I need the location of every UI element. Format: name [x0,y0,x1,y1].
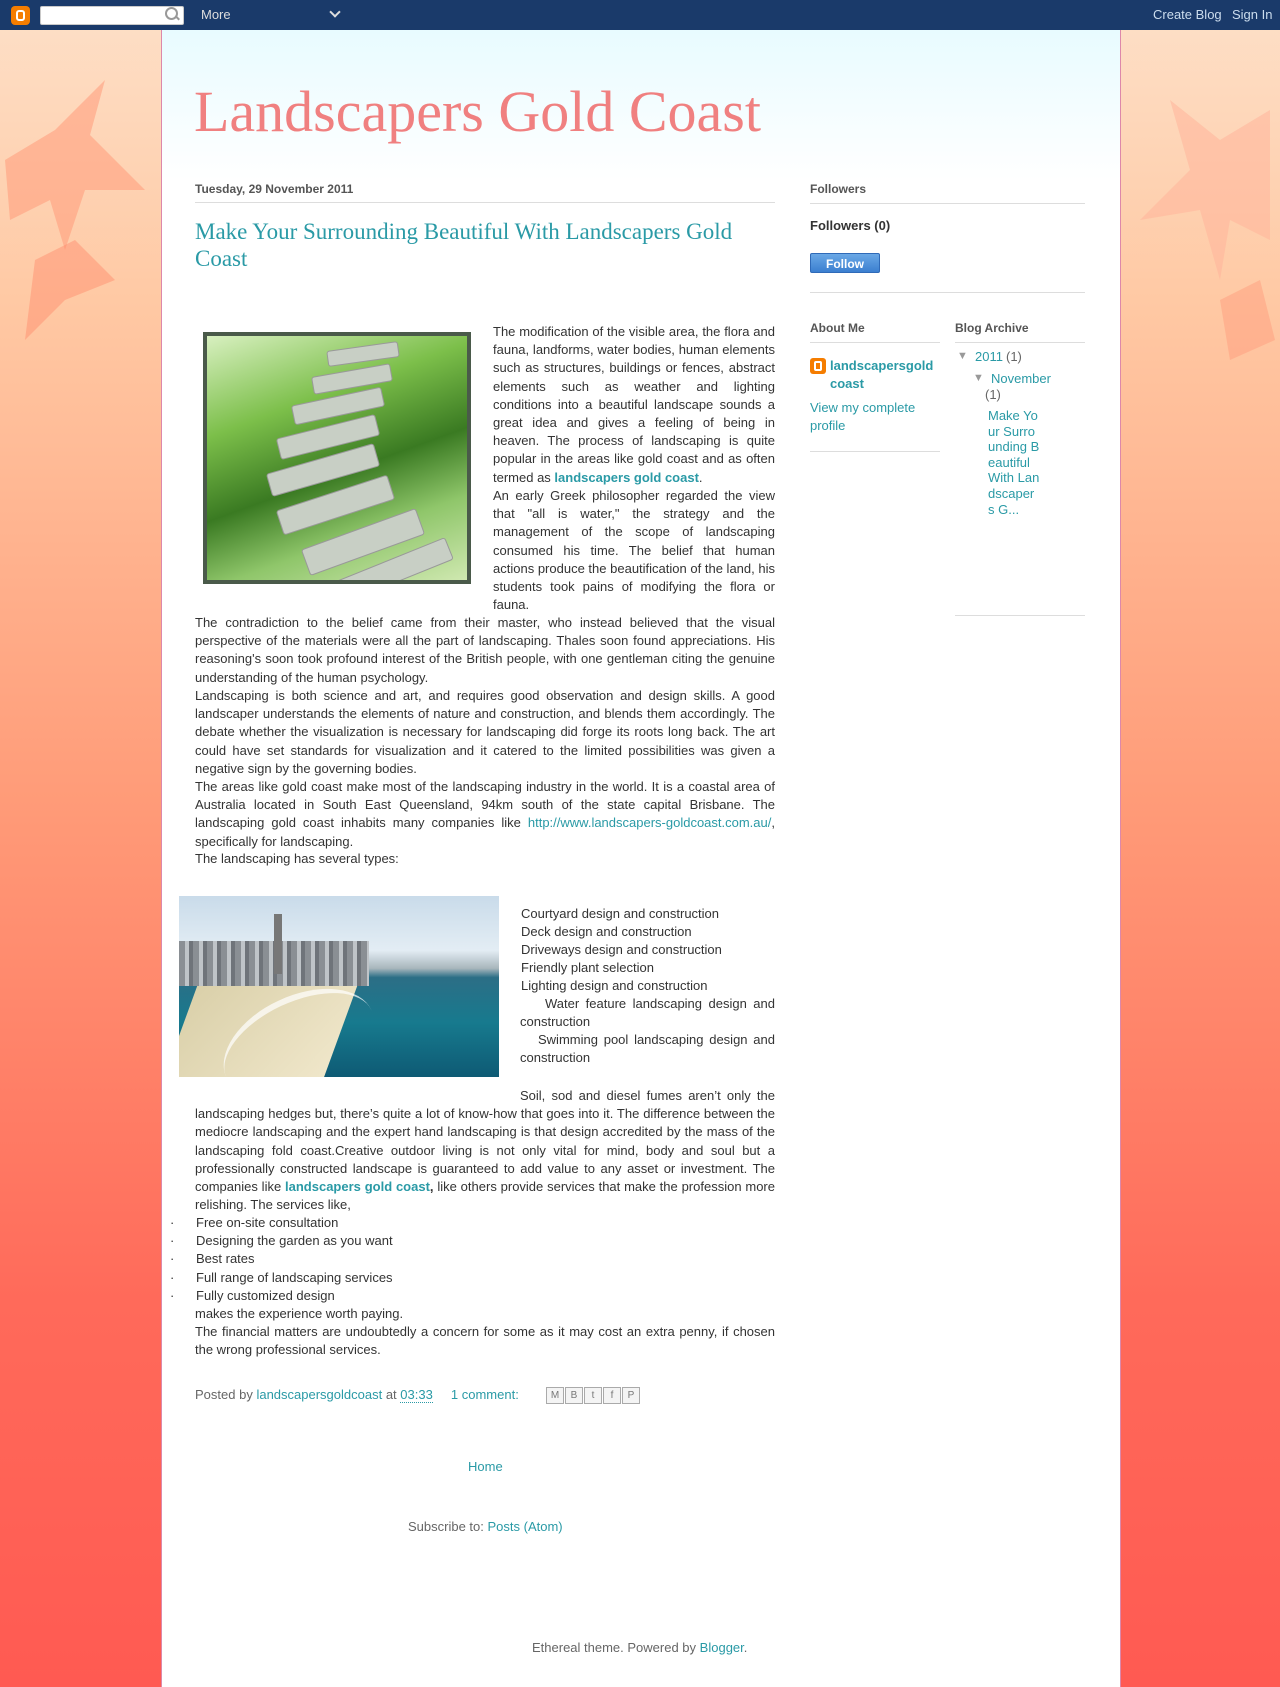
archive-year-toggle-icon[interactable]: ▼ [957,350,968,362]
archive-month-count: (1) [985,387,1001,402]
type-item: Friendly plant selection [521,960,654,975]
post-paragraph-3: The contradiction to the belief came from their master, who instead believed that the visual perspective of the materials were all the part of landscaping. Thales soon found appreciations. His reasoning's soon took profound interest of the British people, with one gentleman citing the genuine understanding of the human psychology. [195,615,775,685]
type-item: Lighting design and construction [521,978,708,993]
post-time-link[interactable]: 03:33 [400,1387,433,1402]
post-paragraph-6-end: like others provide services that make the profession more relishing. The services like, [195,1179,775,1213]
at-label: at [385,1387,397,1402]
type-item: Swimming pool landscaping design and construction [520,1032,775,1066]
pinterest-icon[interactable]: P [622,1387,640,1404]
type-item: Courtyard design and construction [521,906,720,921]
archive-month-link[interactable]: November [991,371,1051,386]
post-paragraph-5-end: , specifically for landscaping. [195,815,775,849]
post-title[interactable]: Make Your Surrounding Beautiful With Landscapers Gold Coast [195,219,733,271]
blogger-navbar [0,0,1280,30]
service-item: Fully customized design [196,1288,335,1303]
view-profile-link[interactable]: View my complete profile [810,400,916,433]
service-bullet: · [170,1288,175,1303]
post-paragraph-1 [493,323,775,487]
service-bullet: · [170,1270,175,1285]
service-bullet: · [170,1233,175,1248]
subscribe-line [408,1519,563,1534]
post-paragraph-1-end: . [698,469,703,485]
attribution-text: Ethereal theme. Powered by [532,1640,697,1655]
sign-in-link[interactable]: Sign In [1232,7,1273,22]
about-me-heading: About Me [810,321,940,343]
post-paragraph-1-text: The modification of the visible area, the flora and fauna, landforms, water bodies, human elements such as structures, buildings or fences, abstract elements such as weather and lighting conditions into a beautiful landscape sounds a great idea and gives a feeling of being in heaven. The process of landscaping is quite popular in the areas like gold coast and as often termed as [493,324,775,485]
blogthis-icon[interactable]: B [565,1387,583,1404]
landscapers-gold-coast-link-2[interactable]: landscapers gold coast [285,1179,430,1195]
post-paragraph-2: An early Greek philosopher regarded the view that "all is water," the strategy and the management of the scope of landscaping consumed his time. The belief that human actions produce the beautification of the land, his students took pains of modifying the flora or fauna. [493,488,775,613]
hummingbird-right-decoration [1130,80,1280,400]
archive-divider [955,615,1085,616]
service-item: Full range of landscaping services [196,1270,393,1285]
followers-count: Followers (0) [810,218,891,233]
create-blog-link[interactable]: Create Blog [1153,7,1222,22]
blogger-link[interactable]: Blogger [699,1640,744,1655]
home-link[interactable]: Home [468,1459,503,1474]
post-paragraph-7: The financial matters are undoubtedly a concern for some as it may cost an extra penny, if chosen the wrong professional services. [195,1324,775,1358]
subscribe-label: Subscribe to: [408,1519,484,1534]
blog-title[interactable]: Landscapers Gold Coast [194,79,761,144]
search-input[interactable] [40,6,184,25]
author-link[interactable]: landscapersgoldcoast [256,1387,383,1402]
post-date-header: Tuesday, 29 November 2011 [195,182,775,203]
types-intro: The landscaping has several types: [195,851,399,866]
archive-year-link[interactable]: 2011 [975,349,1003,364]
archive-year-count: (1) [1006,349,1022,364]
email-icon[interactable]: M [546,1387,564,1404]
type-item: Driveways design and construction [521,942,722,957]
profile-name-link[interactable]: landscapersgoldcoast [830,358,934,391]
post-paragraph-5 [195,778,775,851]
attribution-end: . [743,1640,748,1655]
blogger-profile-icon [810,358,826,374]
follow-button[interactable]: Follow [810,253,880,273]
service-bullet: · [170,1251,175,1266]
followers-heading: Followers [810,182,1085,204]
post-paragraph-6-comma: , [429,1179,434,1195]
followers-divider [810,292,1085,293]
blogger-logo-icon[interactable] [11,6,30,25]
archive-month-toggle-icon[interactable]: ▼ [973,372,984,384]
attribution [532,1640,747,1655]
post-paragraph-6-text: Soil, sod and diesel fumes aren’t only the landscaping hedges but, there’s quite a lot of know-how that goes into it. The difference between the mediocre landscaping and the expert hand landscaping is that design accredited by the mass of the landscaping fold coast.Creative outdoor living is not only vital for mind, body and soul but a professionally constructed landscape is guaranteed to add value to any asset or investment. The companies like [195,1088,775,1195]
type-item: Deck design and construction [521,924,692,939]
stone-path-image[interactable] [203,332,471,584]
service-bullet: · [170,1215,175,1230]
search-icon[interactable] [165,7,178,20]
service-item: Best rates [196,1251,255,1266]
blog-archive-heading: Blog Archive [955,321,1085,343]
service-item: Designing the garden as you want [196,1233,393,1248]
twitter-icon[interactable]: t [584,1387,602,1404]
post-paragraph-4: Landscaping is both science and art, and requires good observation and design skills. A good landscaper understands the elements of nature and construction, and blends them accordingly. The debate whether the visualization is necessary for landscaping did forge its roots long back. The art could have set standards for visualization and it catered to the limited possibilities was given a negative sign by the governing bodies. [195,688,775,776]
posts-atom-link[interactable]: Posts (Atom) [487,1519,563,1534]
post-paragraph-5-text: The areas like gold coast make most of the landscaping industry in the world. It is a coastal area of Australia located in South East Queensland, 94km south of the state capital Brisbane. The landscaping gold coast inhabits many companies like [195,779,775,831]
about-divider [810,451,940,452]
facebook-icon[interactable]: f [603,1387,621,1404]
landscapers-gold-coast-link[interactable]: landscapers gold coast [554,469,699,485]
service-item: Free on-site consultation [196,1215,339,1230]
post-paragraph-6 [195,1087,775,1214]
after-services-text: makes the experience worth paying. [195,1306,404,1321]
type-item: Water feature landscaping design and construction [520,996,775,1030]
gold-coast-beach-image[interactable] [179,896,499,1077]
hummingbird-left-decoration [0,40,155,360]
post-footer [195,1387,519,1402]
comments-link[interactable]: 1 comment: [450,1387,519,1402]
more-menu[interactable]: More [201,7,231,22]
posted-by-label: Posted by [195,1387,253,1402]
chevron-down-icon[interactable] [329,6,340,17]
archive-post-link[interactable]: Make Your Surrounding Beautiful With Landscapers G... [988,408,1040,517]
landscapers-goldcoast-url-link[interactable]: http://www.landscapers-goldcoast.com.au/ [527,815,772,831]
